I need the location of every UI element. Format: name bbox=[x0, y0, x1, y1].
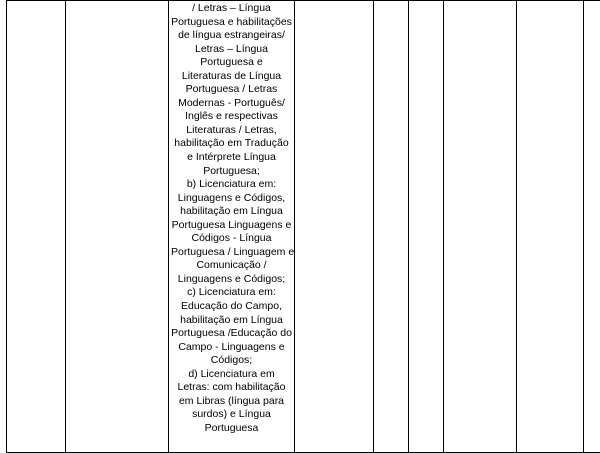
empty-cell-5 bbox=[374, 1, 409, 453]
text-line: Campo - Linguagens e bbox=[171, 341, 292, 355]
text-line: de língua estrangeiras/ bbox=[171, 29, 292, 43]
text-line: surdos) e Língua bbox=[171, 408, 292, 422]
text-line: b) Licenciatura em: bbox=[171, 178, 292, 192]
formation-requirements-text bbox=[169, 1, 294, 436]
text-line: Letras: com habilitação bbox=[171, 381, 292, 395]
text-line: d) Licenciatura em bbox=[171, 368, 292, 382]
empty-cell-2 bbox=[66, 1, 169, 453]
text-line: Comunicação / bbox=[171, 259, 292, 273]
empty-cell-4 bbox=[295, 1, 374, 453]
text-line: Literaturas de Língua bbox=[171, 70, 292, 84]
empty-cell-7 bbox=[444, 1, 517, 453]
formation-requirements-cell bbox=[169, 1, 295, 453]
text-line: e Intérprete Língua bbox=[171, 151, 292, 165]
text-line: Linguagens e Códigos, bbox=[171, 192, 292, 206]
text-line: Portuguesa bbox=[171, 422, 292, 436]
empty-cell-8 bbox=[517, 1, 584, 453]
text-line: Portuguesa; bbox=[171, 165, 292, 179]
text-line: Portuguesa Linguagens e bbox=[171, 219, 292, 233]
requirements-table bbox=[6, 0, 600, 453]
empty-cell-9 bbox=[584, 1, 600, 453]
text-line: Literaturas / Letras, bbox=[171, 124, 292, 138]
text-line: habilitação em Língua bbox=[171, 314, 292, 328]
text-line: Portuguesa / Linguagem e bbox=[171, 246, 292, 260]
text-line: Letras – Língua bbox=[171, 43, 292, 57]
text-line: Portuguesa e bbox=[171, 56, 292, 70]
text-line: c) Licenciatura em: bbox=[171, 286, 292, 300]
text-line: Linguagens e Códigos; bbox=[171, 273, 292, 287]
text-line: Modernas - Português/ bbox=[171, 97, 292, 111]
text-line: / Letras – Língua bbox=[171, 2, 292, 16]
text-line: habilitação em Língua bbox=[171, 205, 292, 219]
table-row bbox=[7, 1, 600, 453]
text-line: Educação do Campo, bbox=[171, 300, 292, 314]
text-line: Códigos; bbox=[171, 354, 292, 368]
empty-cell-1 bbox=[7, 1, 66, 453]
text-line: Portuguesa /Educação do bbox=[171, 327, 292, 341]
text-line: habilitação em Tradução bbox=[171, 137, 292, 151]
text-line: Portuguesa e habilitações bbox=[171, 16, 292, 30]
text-line: em Libras (língua para bbox=[171, 395, 292, 409]
empty-cell-6 bbox=[409, 1, 444, 453]
text-line: Inglês e respectivas bbox=[171, 110, 292, 124]
text-line: Códigos - Língua bbox=[171, 232, 292, 246]
text-line: Portuguesa / Letras bbox=[171, 83, 292, 97]
